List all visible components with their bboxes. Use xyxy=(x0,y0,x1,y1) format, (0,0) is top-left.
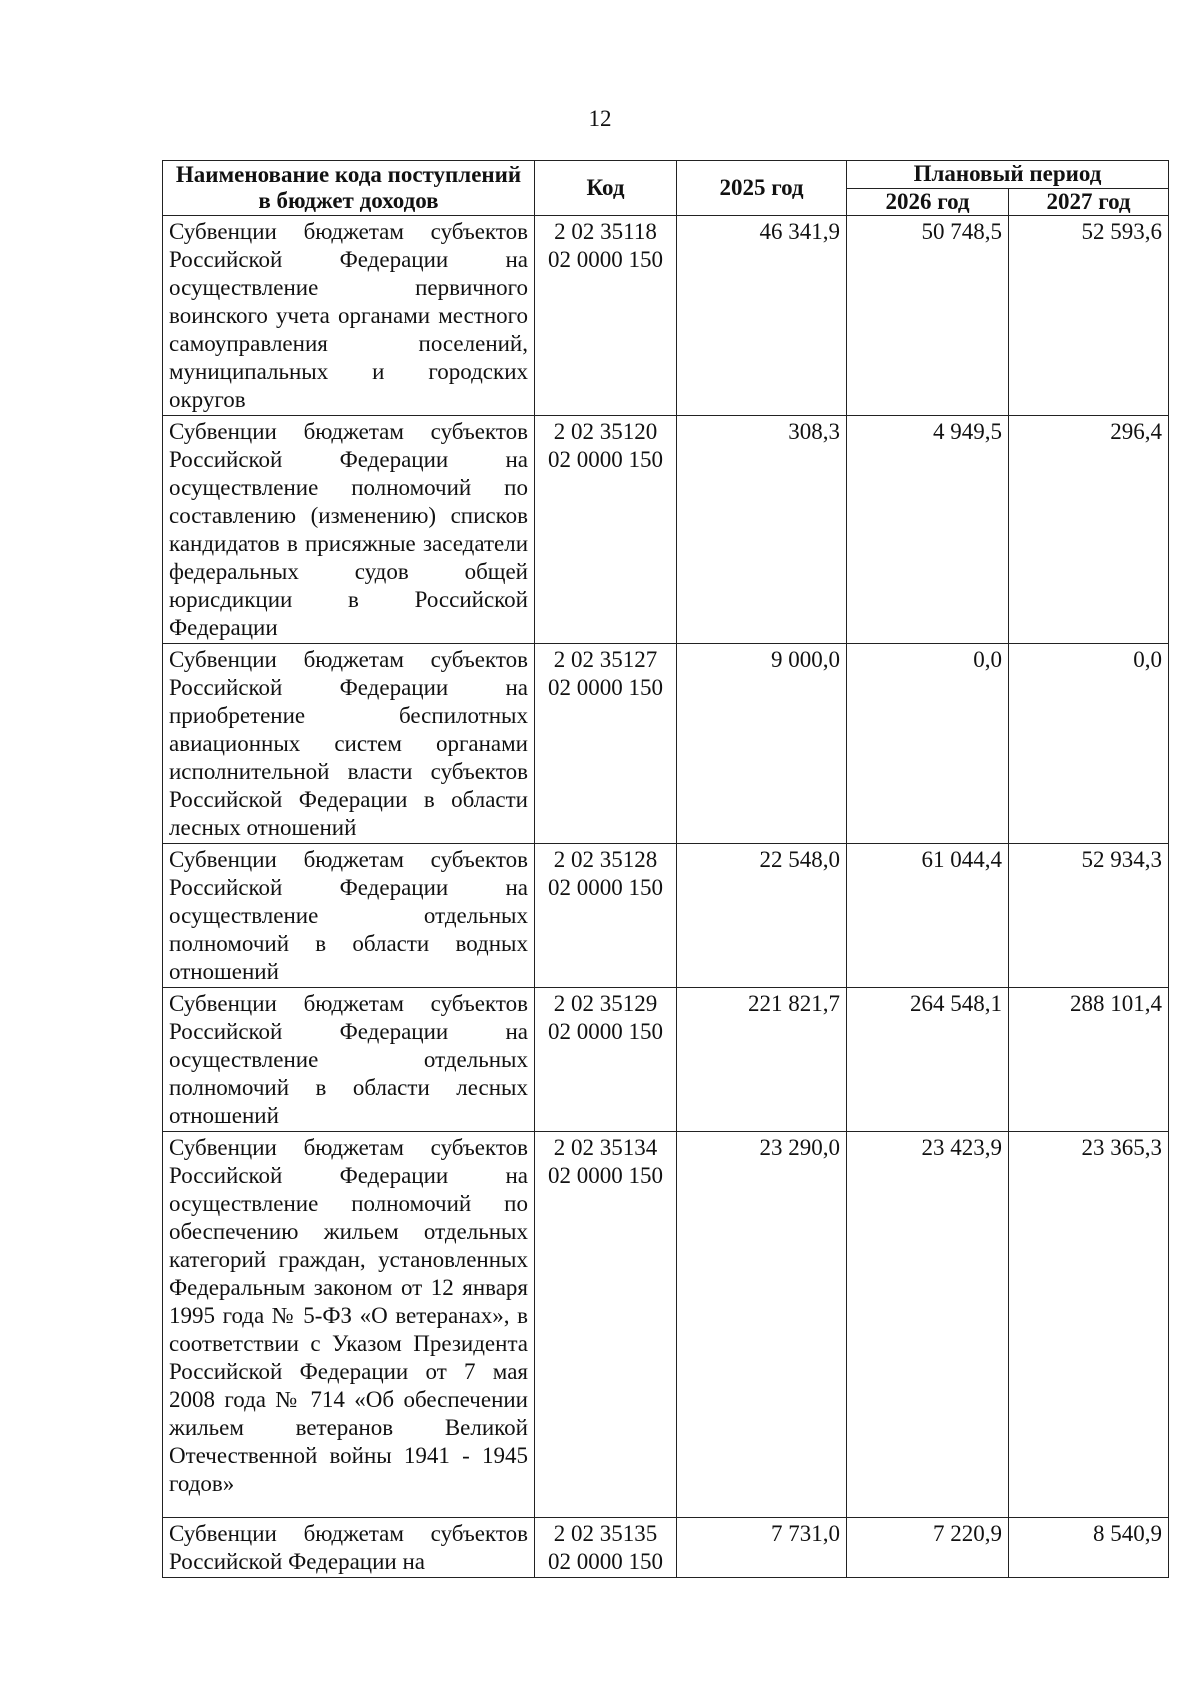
row-name: Субвенции бюджетам субъектов Российской Федерации на осуществление отдельных полномочий в области водных отношений xyxy=(163,844,535,988)
row-value-2026: 61 044,4 xyxy=(847,844,1009,988)
row-value-2027: 23 365,3 xyxy=(1009,1132,1169,1518)
row-value-2026: 7 220,9 xyxy=(847,1518,1009,1578)
page-number: 12 xyxy=(588,106,612,131)
row-value-2025: 46 341,9 xyxy=(677,216,847,416)
row-value-2027: 0,0 xyxy=(1009,644,1169,844)
row-value-2025: 221 821,7 xyxy=(677,988,847,1132)
header-name: Наименование кода поступлений в бюджет доходов xyxy=(163,161,535,216)
table-row xyxy=(163,216,1169,416)
row-code: 2 02 35128 02 0000 150 xyxy=(535,844,677,988)
row-value-2027: 52 593,6 xyxy=(1009,216,1169,416)
row-name: Субвенции бюджетам субъектов Российской Федерации на осуществление первичного воинского учета органами местного самоуправления поселений, муниципальных и городских округов xyxy=(163,216,535,416)
row-code: 2 02 35118 02 0000 150 xyxy=(535,216,677,416)
row-value-2025: 9 000,0 xyxy=(677,644,847,844)
table-row xyxy=(163,644,1169,844)
row-value-2027: 296,4 xyxy=(1009,416,1169,644)
header-2026: 2026 год xyxy=(847,188,1009,216)
row-value-2026: 0,0 xyxy=(847,644,1009,844)
row-name: Субвенции бюджетам субъектов Российской Федерации на осуществление полномочий по составлению (изменению) списков кандидатов в присяжные заседатели федеральных судов общей юрисдикции в Российской Федерации xyxy=(163,416,535,644)
row-value-2027: 8 540,9 xyxy=(1009,1518,1169,1578)
row-value-2027: 52 934,3 xyxy=(1009,844,1169,988)
row-code: 2 02 35129 02 0000 150 xyxy=(535,988,677,1132)
row-value-2026: 50 748,5 xyxy=(847,216,1009,416)
table-row xyxy=(163,1132,1169,1518)
row-value-2025: 23 290,0 xyxy=(677,1132,847,1518)
row-value-2027: 288 101,4 xyxy=(1009,988,1169,1132)
row-value-2025: 22 548,0 xyxy=(677,844,847,988)
table-row xyxy=(163,844,1169,988)
header-planned-period: Плановый период xyxy=(847,161,1169,189)
row-name: Субвенции бюджетам субъектов Российской Федерации на xyxy=(163,1518,535,1578)
row-code: 2 02 35127 02 0000 150 xyxy=(535,644,677,844)
header-code: Код xyxy=(535,161,677,216)
revenue-table xyxy=(162,160,1169,1578)
row-name: Субвенции бюджетам субъектов Российской Федерации на приобретение беспилотных авиационных систем органами исполнительной власти субъектов Российской Федерации в области лесных отношений xyxy=(163,644,535,844)
row-value-2025: 308,3 xyxy=(677,416,847,644)
header-2027: 2027 год xyxy=(1009,188,1169,216)
row-value-2026: 23 423,9 xyxy=(847,1132,1009,1518)
row-value-2025: 7 731,0 xyxy=(677,1518,847,1578)
row-name: Субвенции бюджетам субъектов Российской Федерации на осуществление отдельных полномочий в области лесных отношений xyxy=(163,988,535,1132)
row-value-2026: 4 949,5 xyxy=(847,416,1009,644)
row-code: 2 02 35135 02 0000 150 xyxy=(535,1518,677,1578)
table-row xyxy=(163,1518,1169,1578)
header-2025: 2025 год xyxy=(677,161,847,216)
table-row xyxy=(163,988,1169,1132)
row-code: 2 02 35134 02 0000 150 xyxy=(535,1132,677,1518)
row-name: Субвенции бюджетам субъектов Российской Федерации на осуществление полномочий по обеспечению жильем отдельных категорий граждан, установленных Федеральным законом от 12 января 1995 года № 5-ФЗ «О ветеранах», в соответствии с Указом Президента Российской Федерации от 7 мая 2008 года № 714 «Об обеспечении жильем ветеранов Великой Отечественной войны 1941 - 1945 годов» xyxy=(163,1132,535,1518)
row-value-2026: 264 548,1 xyxy=(847,988,1009,1132)
row-code: 2 02 35120 02 0000 150 xyxy=(535,416,677,644)
table-header-row xyxy=(163,161,1169,189)
table-row xyxy=(163,416,1169,644)
